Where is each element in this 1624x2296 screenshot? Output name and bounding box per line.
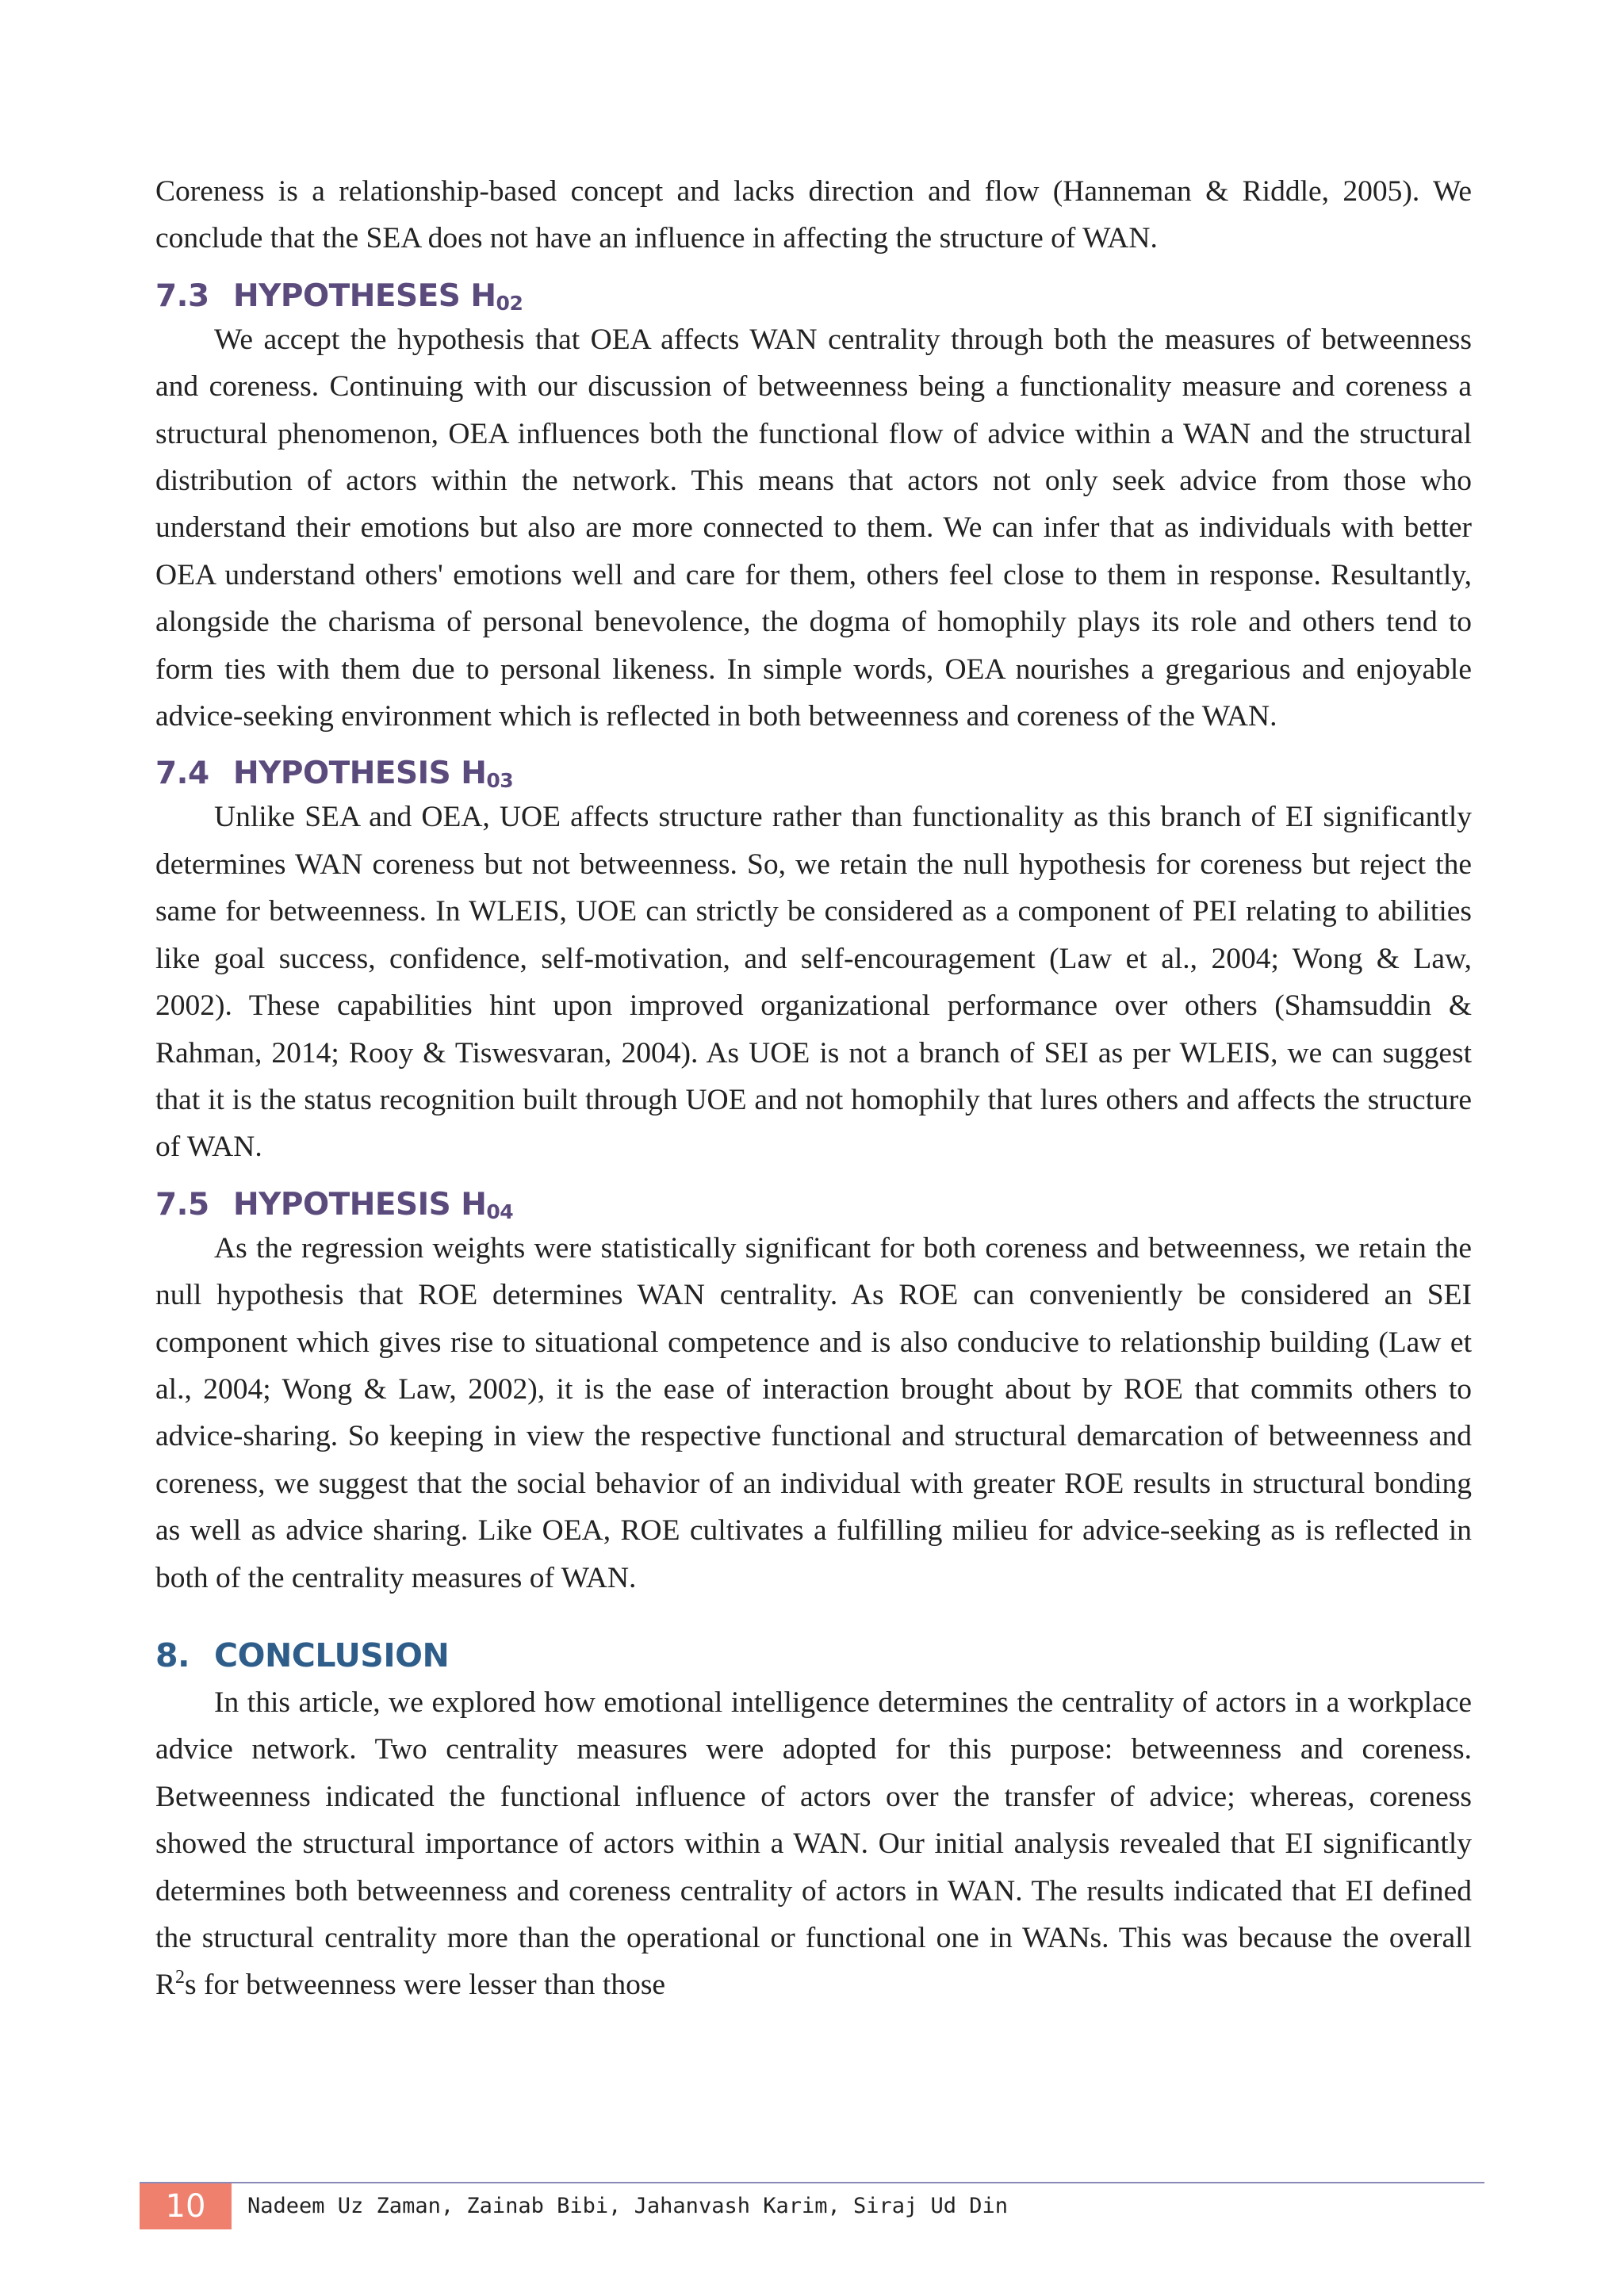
h02-paragraph: We accept the hypothesis that OEA affects WAN centrality through both the measures of betweenness and coreness. Continuing with our discussion of betweenness being a functionality measure and coreness a structural phenomenon, OEA influences both the functional flow of advice within a WAN and the structural distribution of actors within the network. This means that actors not only seek advice from those who understand their emotions but also are more connected to them. We can infer that as individuals with better OEA understand others' emotions well and care for them, others feel close to them in response. Resultantly, alongside the charisma of personal benevolence, the dogma of homophily plays its role and others tend to form ties with them due to personal likeness. In simple words, OEA nourishes a gregarious and enjoyable advice-seeking environment which is reflected in both betweenness and coreness of the WAN. (155, 323, 1472, 733)
page-number: 10 (140, 2183, 232, 2229)
section-subscript: 03 (486, 769, 514, 793)
section-7-4-heading (155, 754, 1472, 794)
section-7-3-heading (155, 277, 1472, 316)
section-number: 7.3 (155, 277, 209, 314)
conclusion-text-tail: s for betweenness were lesser than those (185, 1969, 666, 2002)
superscript-2: 2 (175, 1967, 186, 1988)
section-title: HYPOTHESIS H (233, 1186, 487, 1223)
section-subscript: 04 (486, 1200, 514, 1223)
page-footer (140, 2182, 1484, 2231)
section-subscript: 02 (496, 291, 523, 315)
section-7-5-heading (155, 1185, 1472, 1225)
h03-paragraph: Unlike SEA and OEA, UOE affects structure rather than functionality as this branch of EI significantly determines WAN coreness but not betweenness. So, we retain the null hypothesis for coreness but reject the same for betweenness. In WLEIS, UOE can strictly be considered as a component of PEI relating to abilities like goal success, confidence, self-motivation, and self-encouragement (Law et al., 2004; Wong & Law, 2002). These capabilities hint upon improved organizational performance over others (Shamsuddin & Rahman, 2014; Rooy & Tiswesvaran, 2004). As UOE is not a branch of SEI as per WLEIS, we can suggest that it is the status recognition built through UOE and not homophily that lures others and affects the structure of WAN. (155, 801, 1472, 1164)
section-title: HYPOTHESES H (233, 277, 496, 314)
intro-paragraph: Coreness is a relationship-based concept and lacks direction and flow (Hanneman & Riddle, 2005). We conclude that the SEA does not have an influence in affecting the structure of WAN. (155, 175, 1472, 255)
h04-paragraph: As the regression weights were statistically significant for both coreness and betweenness, we retain the null hypothesis that ROE determines WAN centrality. As ROE can conveniently be considered an SEI component which gives rise to situational competence and is also conducive to relationship building (Law et al., 2004; Wong & Law, 2002), it is the ease of interaction brought about by ROE that commits others to advice-sharing. So keeping in view the respective functional and structural demarcation of betweenness and coreness, we suggest that the social behavior of an individual with greater ROE results in structural bonding as well as advice sharing. Like OEA, ROE cultivates a fulfilling milieu for advice-seeking as is reflected in both of the centrality measures of WAN. (155, 1231, 1472, 1594)
section-number: 7.4 (155, 756, 209, 792)
section-title: CONCLUSION (214, 1636, 450, 1674)
conclusion-text: In this article, we explored how emotional intelligence determines the centrality of actors in a workplace advice network. Two centrality measures were adopted for this purpose: betweenness and coreness. Betweenness indicated the functional influence of actors over the transfer of advice; whereas, coreness showed the structural importance of actors within a WAN. Our initial analysis revealed that EI significantly determines both betweenness and coreness centrality of actors in WAN. The results indicated that EI defined the structural centrality more than the operational or functional one in WANs. This was because the overall R (155, 1686, 1472, 2002)
section-8-heading (155, 1633, 1472, 1678)
section-number: 7.5 (155, 1186, 209, 1223)
section-title: HYPOTHESIS H (233, 756, 487, 792)
conclusion-paragraph (155, 1679, 1472, 2009)
footer-authors: Nadeem Uz Zaman, Zainab Bibi, Jahanvash Karim, Siraj Ud Din (247, 2194, 1009, 2218)
page-body (155, 168, 1472, 2009)
section-number: 8. (155, 1636, 190, 1674)
